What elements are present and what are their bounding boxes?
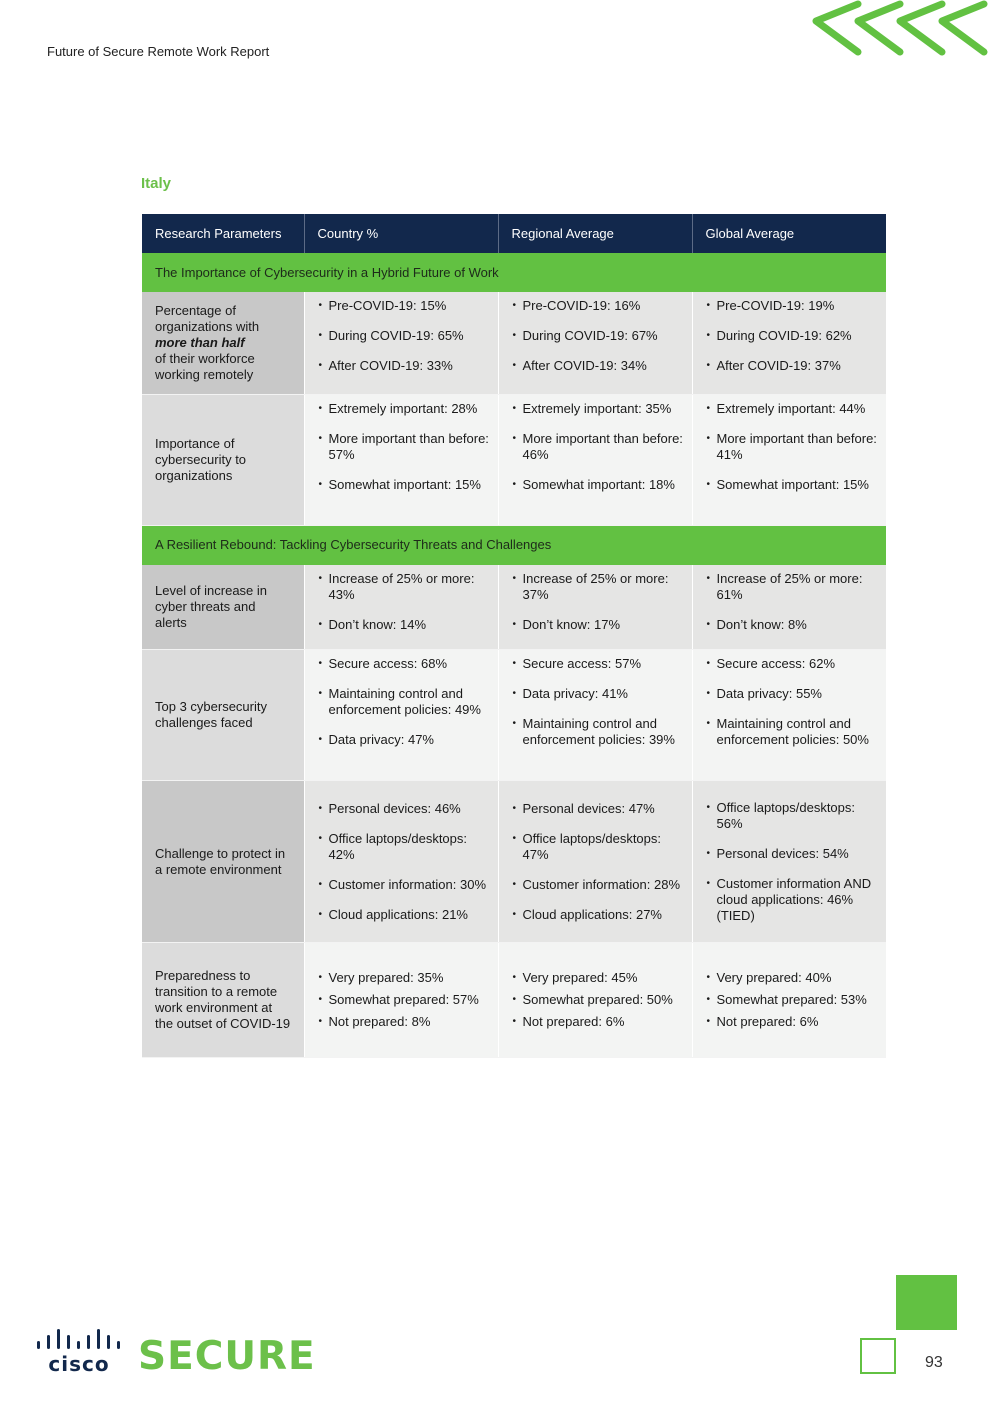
section-heading: A Resilient Rebound: Tackling Cybersecurity Threats and Challenges — [142, 525, 886, 565]
regional-cell — [498, 394, 692, 525]
list-item: • Extremely important: 28% — [319, 401, 492, 417]
global-cell — [692, 650, 886, 781]
list-item: • Pre-COVID-19: 15% — [319, 298, 492, 314]
report-title: Future of Secure Remote Work Report — [47, 44, 270, 59]
list-item: • Maintaining control and enforcement policies: 49% — [319, 686, 492, 718]
column-header: Country % — [304, 214, 498, 253]
list-item: • Increase of 25% or more: 43% — [319, 571, 492, 603]
list-item: • Customer information: 28% — [513, 877, 686, 893]
table-row — [142, 394, 886, 525]
list-item: • During COVID-19: 67% — [513, 328, 686, 344]
country-cell — [304, 781, 498, 943]
country-heading: Italy — [141, 175, 172, 192]
page-number: 93 — [925, 1354, 943, 1371]
country-cell — [304, 292, 498, 394]
row-parameter: Challenge to protect in a remote environment — [142, 781, 304, 943]
decorative-green-square — [896, 1275, 957, 1330]
list-item: • During COVID-19: 65% — [319, 328, 492, 344]
list-item: • Don’t know: 17% — [513, 617, 686, 633]
list-item: • Cloud applications: 21% — [319, 907, 492, 923]
list-item: • Very prepared: 40% — [707, 970, 881, 986]
list-item: • Somewhat important: 15% — [707, 477, 881, 493]
column-header: Global Average — [692, 214, 886, 253]
row-parameter: Top 3 cybersecurity challenges faced — [142, 650, 304, 781]
table-row — [142, 565, 886, 650]
list-item: • Extremely important: 35% — [513, 401, 686, 417]
section-row — [142, 253, 886, 292]
country-cell — [304, 943, 498, 1058]
list-item: • Somewhat prepared: 53% — [707, 992, 881, 1008]
list-item: • Office laptops/desktops: 47% — [513, 831, 686, 863]
global-cell — [692, 781, 886, 943]
list-item: • Very prepared: 35% — [319, 970, 492, 986]
cisco-logo — [36, 1328, 122, 1374]
chevron-decoration-icon — [808, 0, 992, 60]
regional-cell — [498, 781, 692, 943]
list-item: • During COVID-19: 62% — [707, 328, 881, 344]
table-row — [142, 292, 886, 394]
list-item: • Data privacy: 47% — [319, 732, 492, 748]
list-item: • Personal devices: 46% — [319, 801, 492, 817]
list-item: • Extremely important: 44% — [707, 401, 881, 417]
list-item: • After COVID-19: 33% — [319, 358, 492, 374]
row-parameter: Percentage of organizations with more than half of their workforce working remotely — [142, 292, 304, 394]
secure-wordmark: SECURE — [138, 1334, 316, 1379]
list-item: • Pre-COVID-19: 16% — [513, 298, 686, 314]
decorative-outline-square — [860, 1338, 896, 1374]
row-parameter: Level of increase in cyber threats and alerts — [142, 565, 304, 650]
list-item: • Maintaining control and enforcement policies: 50% — [707, 716, 881, 748]
regional-cell — [498, 292, 692, 394]
list-item: • Cloud applications: 27% — [513, 907, 686, 923]
list-item: • More important than before: 46% — [513, 431, 686, 463]
list-item: • Pre-COVID-19: 19% — [707, 298, 881, 314]
column-header: Regional Average — [498, 214, 692, 253]
regional-cell — [498, 650, 692, 781]
regional-cell — [498, 943, 692, 1058]
list-item: • Personal devices: 54% — [707, 846, 881, 862]
section-heading: The Importance of Cybersecurity in a Hybrid Future of Work — [142, 253, 886, 292]
svg-text:cisco: cisco — [48, 1352, 110, 1374]
list-item: • Secure access: 57% — [513, 656, 686, 672]
list-item: • After COVID-19: 34% — [513, 358, 686, 374]
country-cell — [304, 565, 498, 650]
table-row — [142, 943, 886, 1058]
list-item: • Not prepared: 8% — [319, 1014, 492, 1030]
column-header: Research Parameters — [142, 214, 304, 253]
list-item: • Maintaining control and enforcement policies: 39% — [513, 716, 686, 748]
list-item: • Somewhat prepared: 57% — [319, 992, 492, 1008]
list-item: • Office laptops/desktops: 56% — [707, 800, 881, 832]
list-item: • Secure access: 62% — [707, 656, 881, 672]
list-item: • Don’t know: 8% — [707, 617, 881, 633]
global-cell — [692, 943, 886, 1058]
country-cell — [304, 394, 498, 525]
list-item: • Somewhat important: 15% — [319, 477, 492, 493]
list-item: • Customer information AND cloud applications: 46% (TIED) — [707, 876, 881, 924]
list-item: • Data privacy: 55% — [707, 686, 881, 702]
list-item: • Very prepared: 45% — [513, 970, 686, 986]
list-item: • Data privacy: 41% — [513, 686, 686, 702]
table-header-row — [142, 214, 886, 253]
list-item: • Not prepared: 6% — [513, 1014, 686, 1030]
list-item: • After COVID-19: 37% — [707, 358, 881, 374]
list-item: • More important than before: 41% — [707, 431, 881, 463]
regional-cell — [498, 565, 692, 650]
list-item: • Customer information: 30% — [319, 877, 492, 893]
list-item: • Somewhat prepared: 50% — [513, 992, 686, 1008]
global-cell — [692, 292, 886, 394]
country-cell — [304, 650, 498, 781]
table-row — [142, 650, 886, 781]
list-item: • Somewhat important: 18% — [513, 477, 686, 493]
list-item: • Secure access: 68% — [319, 656, 492, 672]
list-item: • More important than before: 57% — [319, 431, 492, 463]
row-parameter: Preparedness to transition to a remote work environment at the outset of COVID-19 — [142, 943, 304, 1058]
list-item: • Increase of 25% or more: 61% — [707, 571, 881, 603]
list-item: • Personal devices: 47% — [513, 801, 686, 817]
list-item: • Don’t know: 14% — [319, 617, 492, 633]
row-parameter: Importance of cybersecurity to organizations — [142, 394, 304, 525]
list-item: • Not prepared: 6% — [707, 1014, 881, 1030]
global-cell — [692, 565, 886, 650]
research-table — [142, 214, 886, 1058]
section-row — [142, 525, 886, 565]
list-item: • Office laptops/desktops: 42% — [319, 831, 492, 863]
list-item: • Increase of 25% or more: 37% — [513, 571, 686, 603]
global-cell — [692, 394, 886, 525]
table-row — [142, 781, 886, 943]
